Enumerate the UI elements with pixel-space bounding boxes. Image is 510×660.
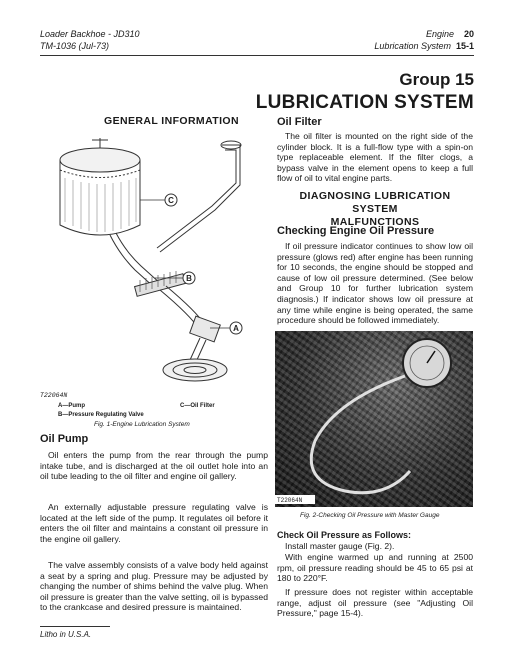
header-right (300, 28, 474, 52)
heading-diagnosing-line-1: DIAGNOSING LUBRICATION SYSTEM (299, 190, 451, 215)
callout-c-label: C (168, 196, 174, 205)
regulating-valve-drawing (135, 271, 186, 296)
header-manual-id: TM-1036 (Jul-73) (40, 41, 110, 51)
heading-general-information: GENERAL INFORMATION (104, 115, 239, 127)
callout-c (140, 194, 177, 206)
gauge-hose (311, 376, 410, 493)
heading-checking-oil-pressure: Checking Engine Oil Pressure (277, 225, 435, 237)
heading-check-as-follows: Check Oil Pressure as Follows: (277, 530, 412, 540)
header-section: Engine (425, 29, 454, 39)
header-rule (40, 55, 474, 56)
heading-oil-pump: Oil Pump (40, 433, 89, 445)
master-gauge-photo-detail (275, 331, 473, 507)
header-left (40, 28, 240, 52)
figure-1-legend-a: A—Pump (58, 403, 85, 409)
lubrication-system-illustration (40, 130, 270, 390)
pump-drawing (160, 286, 220, 362)
figure-1-code: T22064N (40, 392, 68, 399)
figure-1-legend-b: B—Pressure Regulating Valve (58, 412, 144, 418)
header-machine: Loader Backhoe - JD310 (40, 29, 140, 39)
heading-diagnosing (277, 190, 473, 229)
heading-diagnosing-line-2: MALFUNCTIONS (330, 216, 420, 228)
figure-1-legend-c: C—Oil Filter (180, 403, 215, 409)
page-title: LUBRICATION SYSTEM (255, 92, 474, 113)
callout-a-label: A (233, 324, 239, 333)
figure-1-caption: Fig. 1-Engine Lubrication System (94, 421, 190, 428)
checking-oil-pressure-paragraph: If oil pressure indicator continues to show low oil pressure (glows red) after engine has been running for 10 seconds, the engine should be stopped and cause of low oil pressure determined. (See below and Group 10 for further lubrication system diagnosis.) If indicator shows low oil pressure at any time while engine is being operated, the same procedure should be followed immediately. (277, 241, 473, 326)
figure-2-caption: Fig. 2-Checking Oil Pressure with Master Gauge (300, 512, 440, 519)
callout-b-label: B (186, 274, 192, 283)
header-subsection: Lubrication System (374, 41, 451, 51)
check-step-2: With engine warmed up and running at 2500 rpm, oil pressure reading should be 45 to 65 psi at 180 to 220°F. (277, 552, 473, 584)
oil-pump-paragraph-1: Oil enters the pump from the rear through the pump intake tube, and is discharged at the oil outlet hole into an oil tube leading to the oil filter and engine oil gallery. (40, 450, 268, 482)
figure-2-code: T22064N (277, 497, 303, 504)
oil-pickup-screen-drawing (163, 359, 227, 381)
oil-pump-paragraph-2: An externally adjustable pressure regulating valve is located at the left side of the pump. It regulates oil before it enters the oil filter and maintains a constant oil pressure in the engine oil gallery. (40, 502, 268, 544)
oil-filter-paragraph: The oil filter is mounted on the right side of the cylinder block. It is a full-flow type with a spin-on type replaceable element. If the filter clogs, a bypass valve in the element opens to keep a full flow of oil to vital engine parts. (277, 131, 473, 184)
group-title: Group 15 (399, 70, 474, 89)
check-step-1: Install master gauge (Fig. 2). (285, 541, 395, 551)
footer-litho: Litho in U.S.A. (40, 630, 92, 639)
oil-tube-drawing (110, 233, 161, 288)
header-page-ref: 15-1 (455, 41, 474, 51)
oil-filter-drawing (60, 138, 140, 235)
master-gauge-photo (275, 331, 473, 507)
oil-pump-paragraph-3: The valve assembly consists of a valve body held against a seat by a spring and plug. Pressure may be adjusted by changing the number of shims behind the valve plug. When oil pressure is greater than the valve setting, oil is bypassed to the crankcase and desired pressure is maintained. (40, 560, 268, 613)
header-page-number: 20 (463, 29, 474, 39)
footer-rule (40, 626, 110, 627)
check-step-3: If pressure does not register within acceptable range, adjust oil pressure (see "Adjusting Oil Pressure," page 15-4). (277, 587, 473, 619)
heading-oil-filter: Oil Filter (277, 116, 322, 128)
